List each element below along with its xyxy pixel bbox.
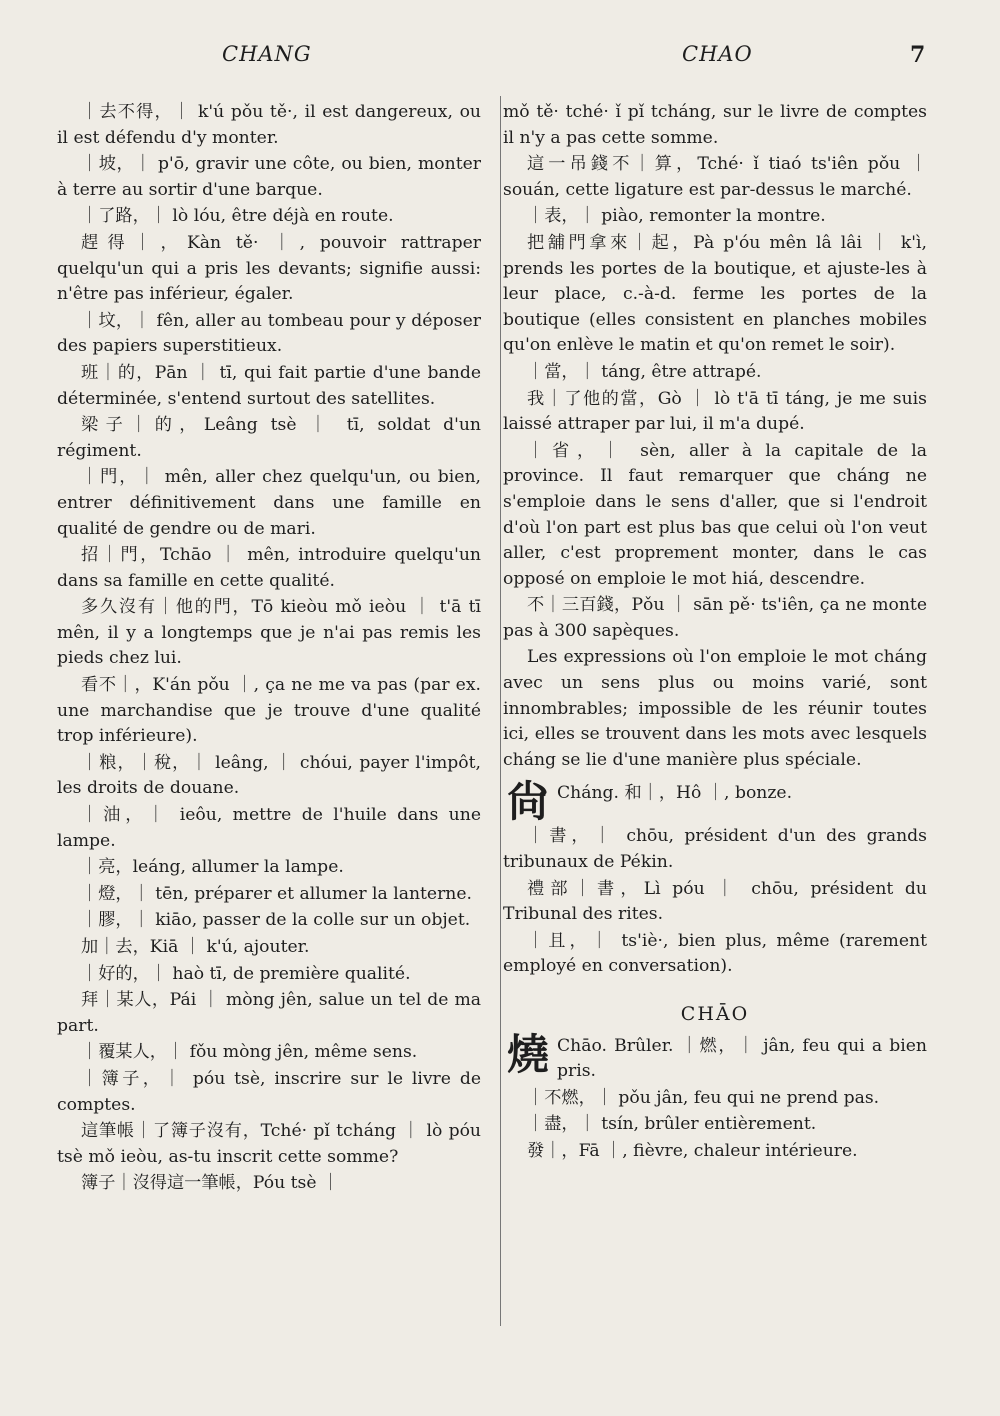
- entry-left-15: ｜膠，｜ kiāo, passer de la colle sur un objet.: [81, 910, 471, 931]
- entry-left-17: ｜好的，｜ haò tī, de première qualité.: [81, 963, 411, 984]
- page-number: 7: [910, 42, 927, 68]
- entry-left-14: ｜燈，｜ tēn, préparer et allumer la lanterne.: [81, 883, 473, 904]
- headword-entry-shang: [503, 777, 927, 827]
- entry-right-8: Les expressions où l'on emploie le mot cháng avec un sens plus ou moins varié, sont innombrables; impossible de les réunir toutes ici, elles se trouvent dans les mots avec lesquels cháng se lie d'une manière plus spéciale.: [503, 647, 927, 770]
- entry-left-4: ｜坟，｜ fên, aller au tombeau pour y déposer des papiers superstitieux.: [57, 310, 481, 357]
- right-column: [503, 100, 927, 1165]
- entry-left-22: 簿子｜沒得這一筆帳，Póu tsè ｜: [81, 1173, 340, 1194]
- entry-left-18: 拜｜某人，Pái ｜ mòng jên, salue un tel de ma part.: [57, 990, 481, 1036]
- entry-left-20: ｜簿子，｜ póu tsè, inscrire sur le livre de comptes.: [57, 1068, 481, 1115]
- entry-left-0: ｜去不得，｜ k'ú pǒu tě·, il est dangereux, ou il est défendu d'y monter.: [57, 102, 481, 148]
- entry-right-2: ｜表，｜ piào, remonter la montre.: [527, 206, 826, 227]
- entry-right-7: 不｜三百錢，Pǒu ｜ sān pě· ts'iên, ça ne monte pas à 300 sapèques.: [503, 595, 927, 641]
- entry-left-10: 看不｜，K'án pǒu ｜, ça ne me va pas (par ex. une marchandise que je trouve d'une qualité trop inférieure).: [57, 675, 481, 747]
- entry-right-4: ｜當，｜ táng, être attrapé.: [527, 361, 762, 382]
- running-head-center: CHAO: [682, 42, 753, 66]
- entry-left-1: ｜坡，｜ p'ō, gravir une côte, ou bien, monter à terre au sortir d'une barque.: [57, 154, 481, 200]
- entry-left-7: ｜門，｜ mên, aller chez quelqu'un, ou bien, entrer définitivement dans une famille en qualité de gendre ou de mari.: [57, 467, 481, 539]
- entry-left-16: 加｜去，Kiā ｜ k'ú, ajouter.: [81, 937, 310, 957]
- entry-left-11: ｜粮，｜稅，｜ leâng, ｜ chóui, payer l'impôt, les droits de douane.: [57, 752, 481, 799]
- entry-left-9: 多久沒有｜他的門，Tō kieòu mǒ ieòu ｜ t'ā tī mên, il y a longtemps que je n'ai pas remis les pieds chez lui.: [57, 597, 481, 669]
- running-head-left: CHANG: [222, 42, 312, 66]
- entry-left-13: ｜亮，leáng, allumer la lampe.: [81, 857, 344, 878]
- left-column: [57, 100, 481, 1197]
- entry-shang-0: ｜書，｜ chōu, président d'un des grands tribunaux de Pékin.: [503, 826, 927, 873]
- headword-text-chao: Chāo. Brûler. ｜燃，｜ jân, feu qui a bien pris.: [557, 1035, 927, 1082]
- entry-right-1: 這一吊錢不｜算，Tché· ǐ tiaó ts'iên pǒu ｜ souán, cette ligature est par-dessus le marché.: [503, 154, 927, 200]
- entry-left-8: 招｜門，Tchāo ｜ mên, introduire quelqu'un dans sa famille en cette qualité.: [57, 545, 481, 591]
- entry-left-5: 班｜的，Pān ｜ tī, qui fait partie d'une bande déterminée, s'entend surtout des satellites.: [57, 362, 481, 409]
- headword-character-shang: 尙: [507, 777, 550, 827]
- entry-left-19: ｜覆某人，｜ fǒu mòng jên, même sens.: [81, 1042, 418, 1063]
- entry-chao-2: 發｜，Fā ｜, fièvre, chaleur intérieure.: [527, 1140, 858, 1161]
- entry-right-0: mǒ tě· tché· ǐ pǐ tcháng, sur le livre de comptes il n'y a pas cette somme.: [503, 102, 927, 148]
- entry-chao-1: ｜盡，｜ tsín, brûler entièrement.: [527, 1114, 817, 1135]
- entry-left-6: 梁子｜的，Leâng tsè ｜ tī, soldat d'un régiment.: [57, 415, 481, 461]
- column-divider: [500, 96, 501, 1326]
- entry-right-5: 我｜了他的當，Gò ｜ lò t'ā tī táng, je me suis laissé attraper par lui, il m'a dupé.: [503, 388, 927, 435]
- section-title-chao: CHĀO: [680, 1003, 750, 1025]
- entry-chao-0: ｜不燃，｜ pǒu jân, feu qui ne prend pas.: [527, 1087, 880, 1108]
- entry-left-3: 趕得｜，Kàn tě· ｜, pouvoir rattraper quelqu'un qui a pris les devants; signifie aussi: n'être pas inférieur, égaler.: [57, 232, 481, 305]
- entry-right-6: ｜省，｜ sèn, aller à la capitale de la province. Il faut remarquer que cháng ne s'emploie dans le sens d'aller, que si l'endroit d'où l'on part est plus bas que celui où l'on veut aller, c'est proprement monter, dans le cas opposé on emploie le mot hiá, descendre.: [503, 440, 927, 589]
- headword-text-shang: Cháng. 和｜，Hô ｜, bonze.: [557, 783, 793, 804]
- entry-shang-2: ｜且，｜ ts'iè·, bien plus, même (rarement employé en conversation).: [503, 930, 927, 977]
- headword-character-chao: 燒: [507, 1029, 550, 1079]
- entry-left-21: 這筆帳｜了簿子沒有，Tché· pǐ tcháng ｜ lò póu tsè mǒ ieòu, as-tu inscrit cette somme?: [57, 1121, 481, 1167]
- entry-right-3: 把舖門拿來｜起，Pà p'óu mên lâ lâi ｜ k'ì, prends les portes de la boutique, et ajuste-les à leur place, c.-à-d. ferme les portes de la boutique (elles consistent en planches mobiles qu'on enlève le matin et qu'on remet le soir).: [503, 232, 927, 356]
- entry-shang-1: 禮部｜書，Lì póu ｜ chōu, président du Tribunal des rites.: [503, 878, 927, 925]
- entry-left-12: ｜油，｜ ieôu, mettre de l'huile dans une lampe.: [57, 805, 481, 851]
- entry-left-2: ｜了路，｜ lò lóu, être déjà en route.: [81, 206, 394, 227]
- headword-entry-chao: [503, 1029, 927, 1085]
